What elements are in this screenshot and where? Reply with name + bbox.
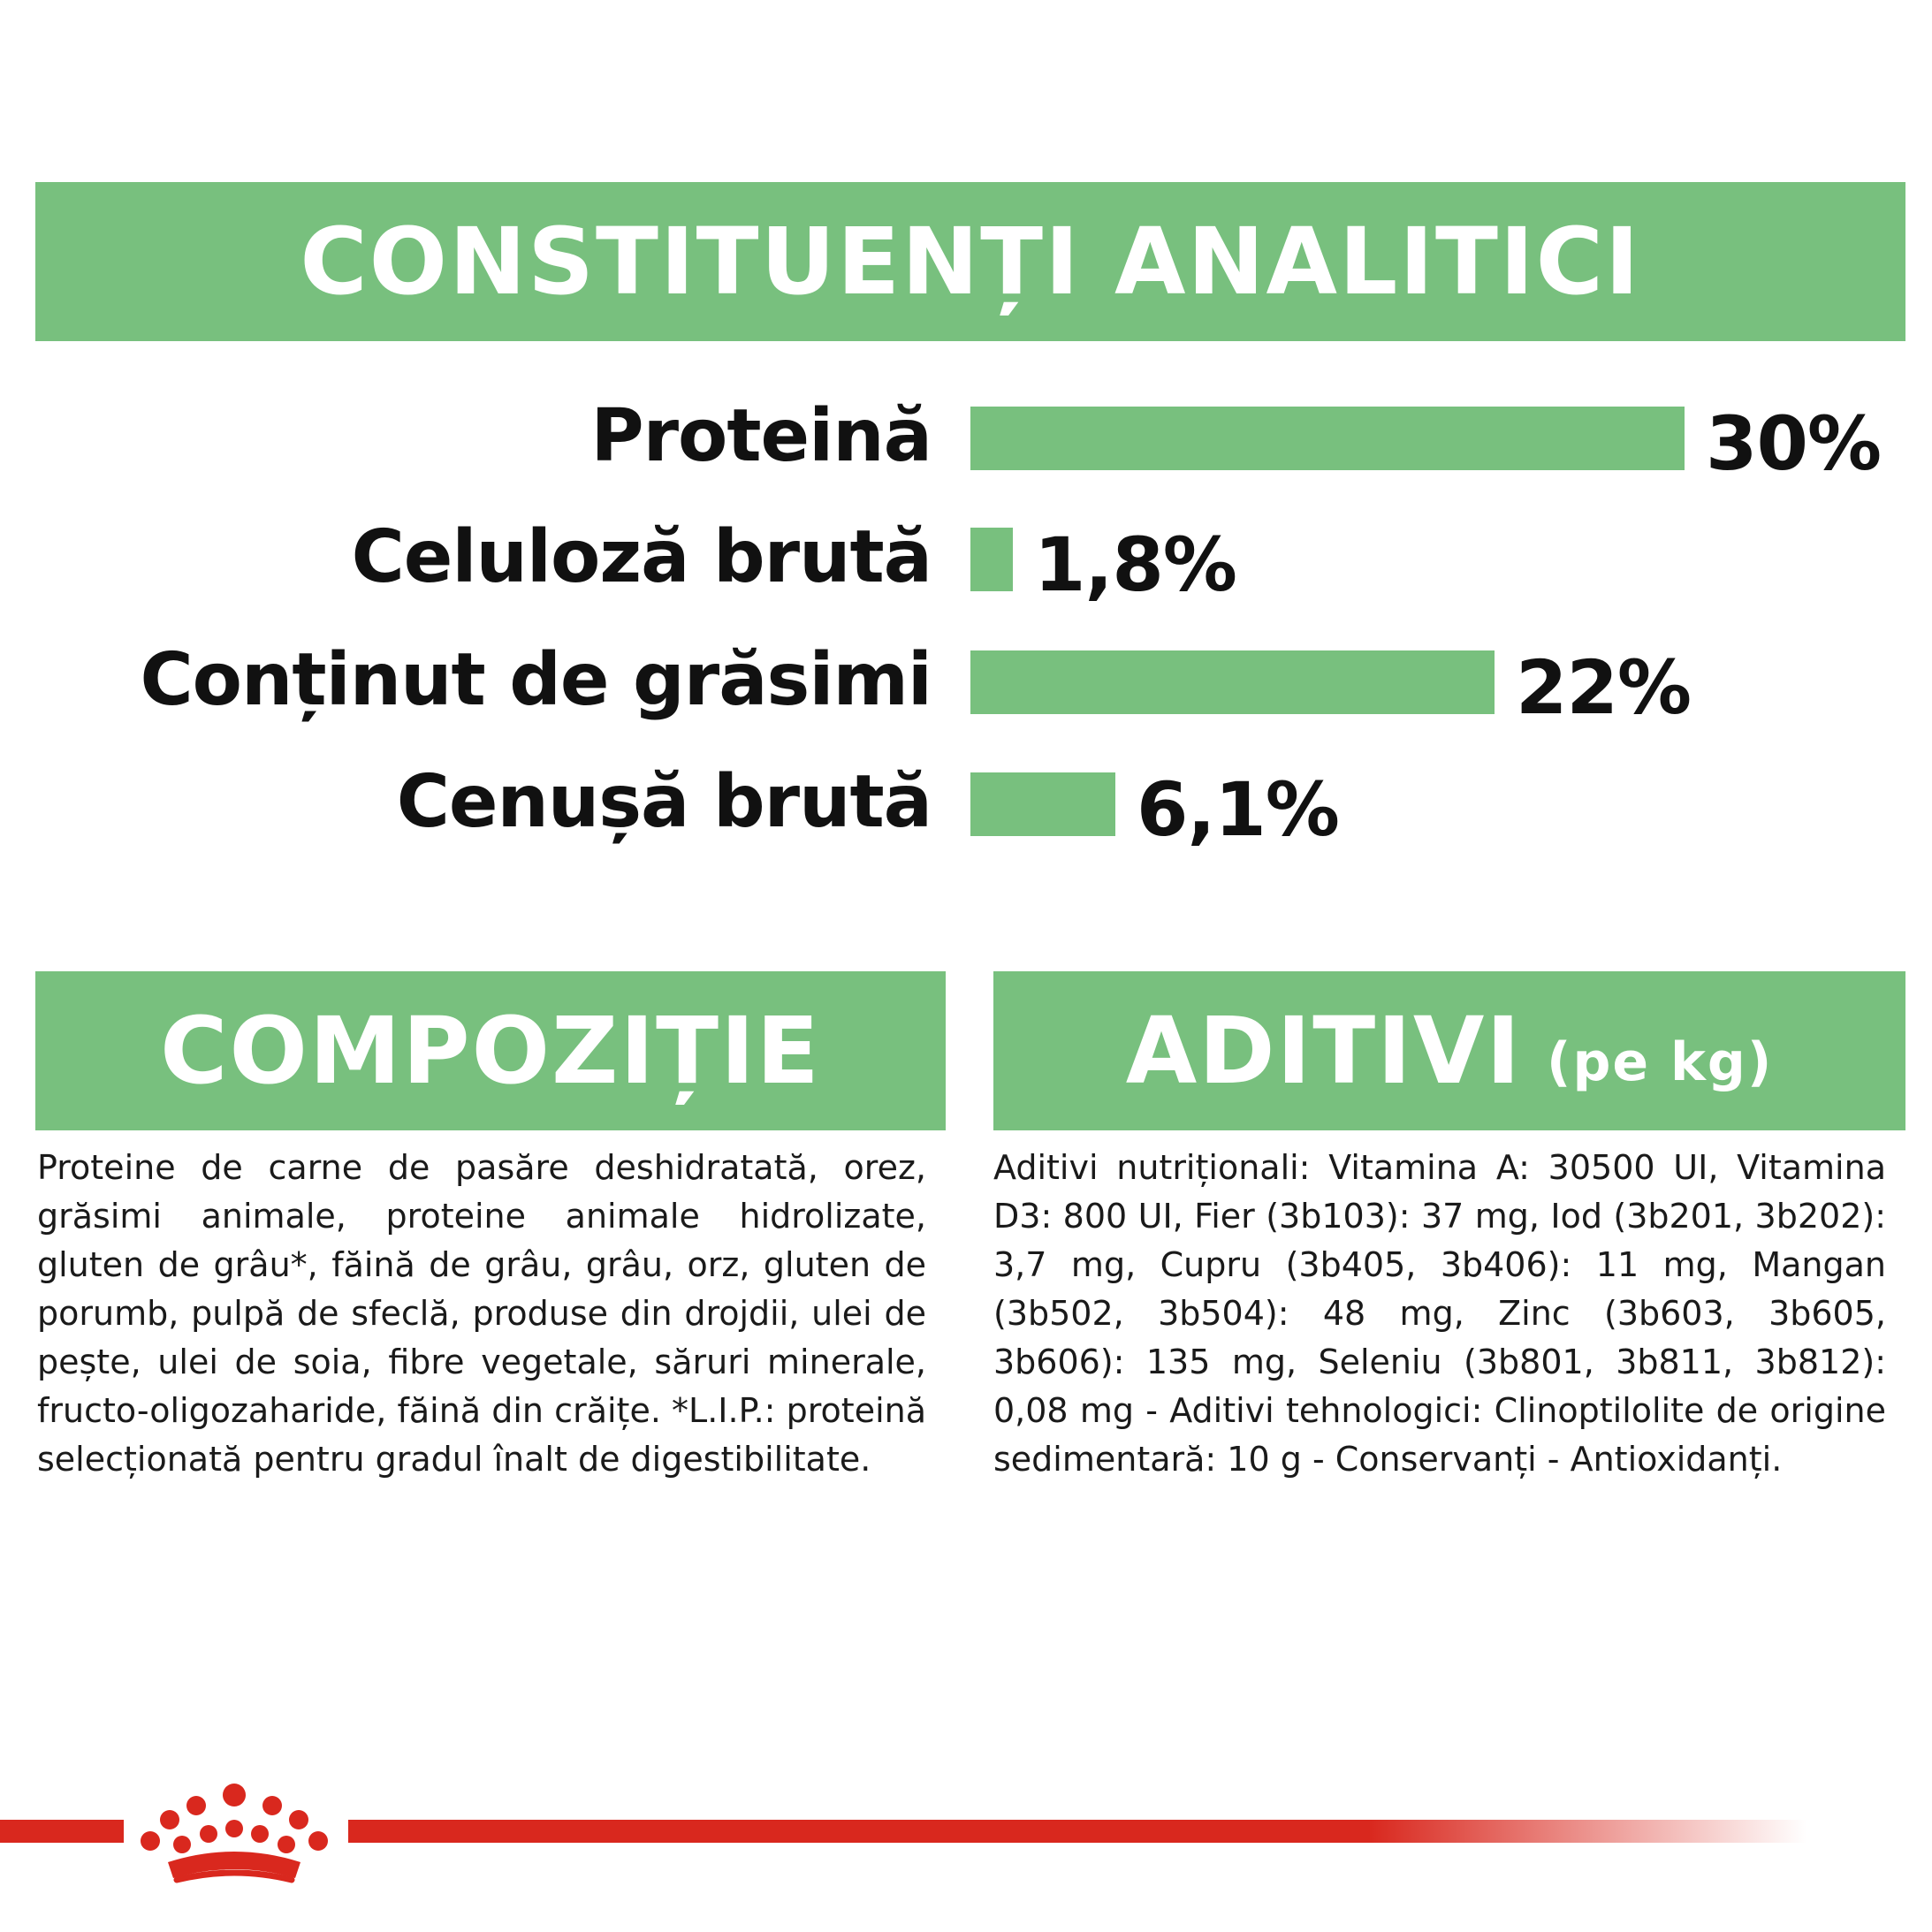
additives-text: Aditivi nutriționali: Vitamina A: 30500 UI, Vitamina D3: 800 UI, Fier (3b103): 37 mg, Iod (3b201, 3b202): 3,7 mg, Cupru (3b405, 3b406): 11 mg, Mangan (3b502, 3b504): 48 mg, Zinc (3b603, 3b605, 3b606): 135 mg, Seleniu (3b801, 3b811, 3b812): 0,08 mg - Aditivi tehnologici: Clinoptilolite de origine sedimentară: 10 g - Conservanți - Antioxidanți. — [993, 1148, 1886, 1479]
analytic-constituents-title: CONSTITUENȚI ANALITICI — [300, 208, 1641, 316]
analytic-row-label: Conținut de grăsimi — [140, 638, 932, 722]
composition-text: Proteine de carne de pasăre deshidratată, orez, grăsimi animale, proteine animale hidrolizate, gluten de grâu*, făină de grâu, grâu, orz, gluten de porumb, pulpă de sfeclă, produse din drojdii, ulei de pește, ulei de soia, fibre vegetale, săruri minerale, fructo-oligozaharide, făină din crăițe. *L.I.P.: proteină selecționată pentru gradul înalt de digestibilitate. — [37, 1148, 926, 1479]
analytic-row-crude-ash — [0, 741, 1932, 864]
composition-header — [35, 971, 946, 1130]
additives-title: ADITIVI — [1125, 997, 1523, 1105]
footer-red-line-left — [0, 1820, 124, 1843]
analytic-row-bar — [970, 528, 1013, 591]
composition-title: COMPOZIȚIE — [160, 997, 821, 1105]
analytic-row-value: 1,8% — [1034, 521, 1236, 608]
analytic-row-bar — [970, 772, 1115, 836]
analytic-row-label: Celuloză brută — [351, 515, 932, 599]
analytic-row-value: 30% — [1706, 400, 1882, 487]
additives-unit: (pe kg) — [1547, 1031, 1774, 1093]
analytic-row-label: Proteină — [590, 394, 932, 478]
analytic-row-value: 6,1% — [1137, 766, 1339, 853]
analytic-row-value: 22% — [1516, 644, 1692, 731]
crown-icon — [133, 1763, 336, 1896]
analytic-row-protein — [0, 375, 1932, 498]
additives-header — [993, 971, 1905, 1130]
analytic-row-bar — [970, 650, 1495, 714]
analytic-row-fat-content — [0, 619, 1932, 742]
analytic-row-label: Cenușă brută — [396, 760, 932, 844]
analytic-constituents-header — [35, 182, 1905, 341]
analytic-row-bar — [970, 407, 1685, 470]
analytic-row-crude-fibre — [0, 496, 1932, 620]
footer-red-line-right — [348, 1820, 1806, 1843]
